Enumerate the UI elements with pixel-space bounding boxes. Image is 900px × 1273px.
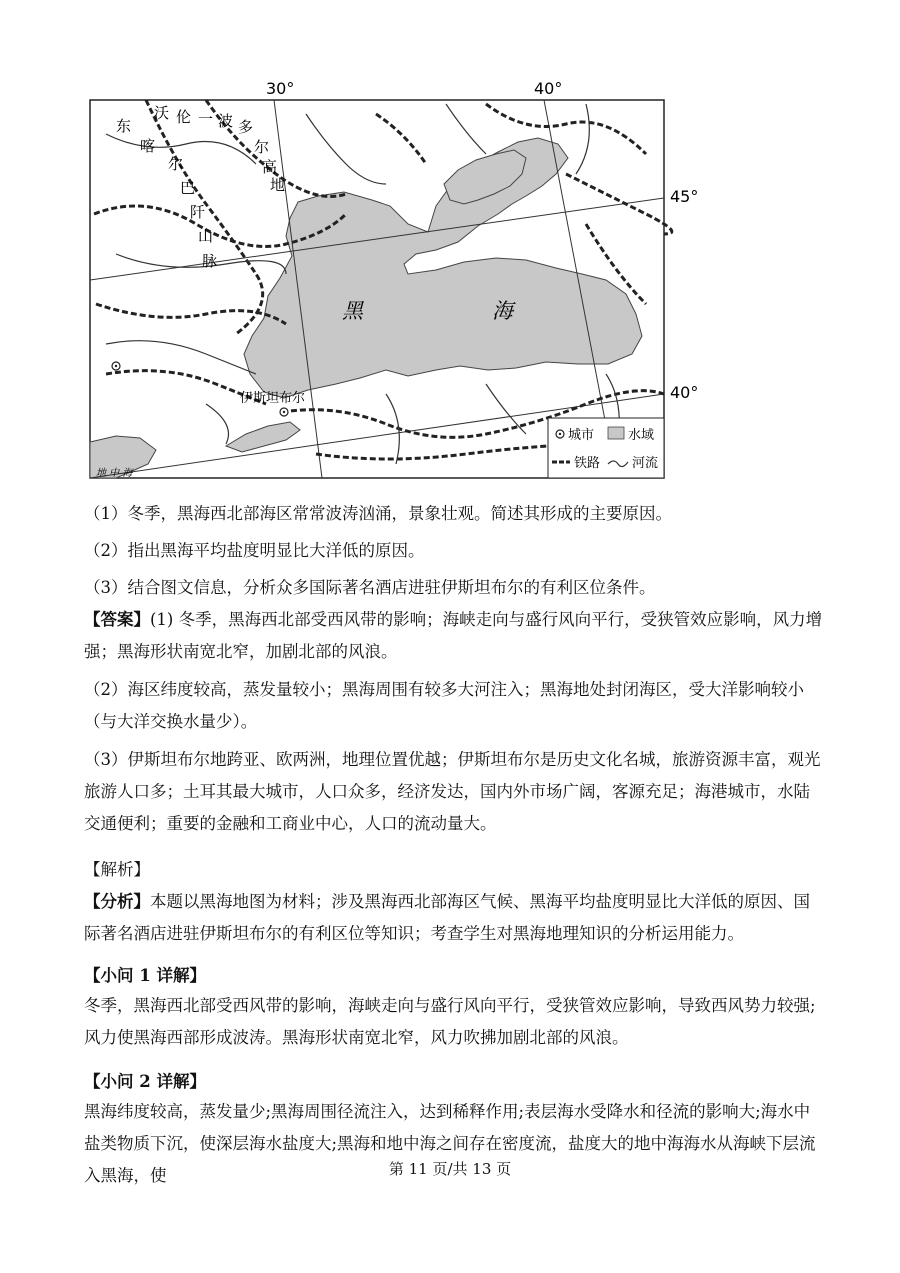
plateau-label-1: 伦 [176, 108, 192, 126]
lon-label-30: 30° [266, 79, 295, 98]
legend-water-label: 水域 [628, 428, 655, 443]
answer-tag: 【答案】 [84, 610, 150, 629]
lat-label-40: 40° [670, 383, 699, 402]
plateau-label-2: 一 [198, 110, 214, 128]
plateau-label-3: 波 [218, 112, 234, 130]
answer-2: （2）海区纬度较高，蒸发量较小；黑海周围有较多大河注入；黑海地处封闭海区，受大洋影响较小（与大洋交换水量少）。 [84, 680, 804, 731]
question-1: （1）冬季，黑海西北部海区常常波涛汹涌，景象壮观。简述其形成的主要原因。 [84, 504, 672, 523]
answer-1: (1) 冬季，黑海西北部受西风带的影响；海峡走向与盛行风向平行，受狭管效应影响，风力增强；黑海形状南宽北窄，加剧北部的风浪。 [84, 610, 823, 661]
city-marker-istanbul-dot [283, 411, 285, 413]
plateau-label-7: 地 [270, 176, 286, 194]
plateau-label-6: 高 [262, 158, 278, 176]
plateau-label-4: 多 [238, 118, 254, 136]
mountain-label-1: 喀 [140, 137, 156, 155]
sub1-tag: 【小问 1 详解】 [84, 966, 206, 985]
med-label: 地 中 海 [96, 468, 133, 479]
legend-city-icon-dot [559, 433, 561, 435]
legend-railway-label: 铁路 [574, 456, 601, 471]
sub2-text: 黑海纬度较高，蒸发量少;黑海周围径流注入，达到稀释作用;表层海水受降水和径流的影响大;海水中盐类物质下沉，使深层海水盐度大;黑海和地中海之间存在密度流，盐度大的地中海海水从海峡下层流入黑海，使 [84, 1102, 816, 1185]
sub1-text: 冬季，黑海西北部受西风带的影响，海峡走向与盛行风向平行，受狭管效应影响，导致西风势力较强;风力使黑海西部形成波涛。黑海形状南宽北窄，风力吹拂加剧北部的风浪。 [84, 996, 816, 1047]
black-sea-map [86, 74, 699, 484]
plateau-label-5: 尔 [254, 138, 270, 156]
question-2: （2）指出黑海平均盐度明显比大洋低的原因。 [84, 541, 425, 560]
lon-label-40: 40° [534, 79, 563, 98]
lat-label-45: 45° [670, 187, 699, 206]
fenxi-text: 本题以黑海地图为材料；涉及黑海西北部海区气候、黑海平均盐度明显比大洋低的原因、国际著名酒店进驻伊斯坦布尔的有利区位等知识；考查学生对黑海地理知识的分析运用能力。 [84, 892, 810, 943]
sea-label-1: 海 [492, 299, 513, 323]
mountain-label-3: 巴 [180, 179, 196, 197]
legend-river-label: 河流 [632, 456, 659, 471]
mountain-label-6: 脉 [202, 252, 218, 270]
question-3: （3）结合图文信息，分析众多国际著名酒店进驻伊斯坦布尔的有利区位条件。 [84, 578, 656, 597]
legend-city-label: 城市 [568, 428, 595, 443]
mountain-label-0: 东 [116, 117, 132, 135]
plateau-label-0: 沃 [154, 104, 170, 122]
fenxi-block [84, 886, 824, 950]
sea-label-0: 黑 [342, 299, 363, 323]
answer-3: （3）伊斯坦布尔地跨亚、欧两洲，地理位置优越；伊斯坦布尔是历史文化名城，旅游资源丰富，观光旅游人口多；土耳其最大城市，人口众多，经济发达，国内外市场广阔，客源充足；海港城市，水陆交通便利；重要的金融和工商业中心，人口的流动量大。 [84, 750, 821, 833]
city-label-istanbul: 伊斯坦布尔 [240, 391, 306, 406]
answer-1-block [84, 604, 824, 668]
legend-water-icon [608, 427, 624, 439]
mountain-label-4: 阡 [190, 203, 206, 221]
mountain-label-2: 尔 [168, 155, 184, 173]
page-footer: 第 11 页/共 13 页 [388, 1160, 512, 1178]
city-marker-west-dot [115, 365, 117, 367]
fenxi-tag: 【分析】 [84, 892, 150, 911]
map-legend [548, 418, 664, 478]
mountain-label-5: 山 [198, 227, 214, 245]
sub2-tag: 【小问 2 详解】 [84, 1072, 206, 1091]
analysis-tag: 【解析】 [84, 860, 150, 879]
